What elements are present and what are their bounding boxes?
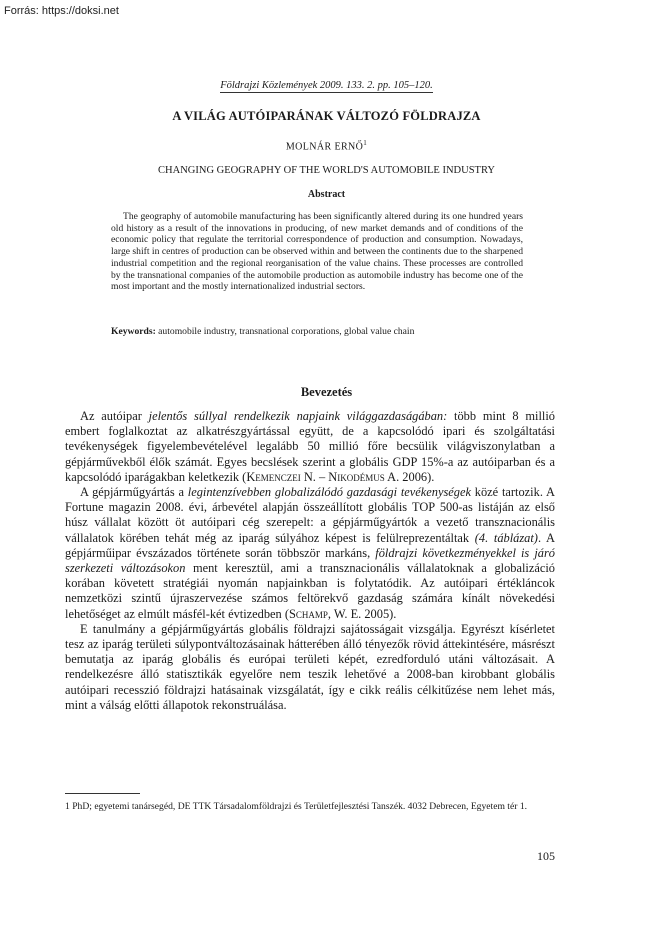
keywords-text: automobile industry, transnational corporations, global value chain bbox=[158, 326, 415, 337]
author-line bbox=[0, 139, 653, 152]
paragraph-2 bbox=[65, 485, 555, 622]
footnote-divider bbox=[65, 793, 140, 794]
english-title: CHANGING GEOGRAPHY OF THE WORLD'S AUTOMOBILE INDUSTRY bbox=[158, 165, 495, 176]
article-title: A VILÁG AUTÓIPARÁNAK VÁLTOZÓ FÖLDRAJZA bbox=[172, 109, 481, 123]
p1-text-a: Az autóipar bbox=[80, 409, 149, 423]
p1-text-c: több mint 8 millió embert foglalkoztat az alkatrészgyártással együtt, de a kapcsolódó ipari és szolgáltatási tevékenységek figyelembevételével legalább 50 millió főre becsülik világviszonylatban a gépjárművekből élők számát. Egyes becslések szerint a globális GDP 15%-a az autóiparban és a kapcsolódó iparágakban keletkezik ( bbox=[65, 409, 555, 484]
p2-emphasis-1: legintenzívebben globalizálódó gazdasági tevékenységek bbox=[187, 485, 471, 500]
p2-emphasis-2: földrajzi következményekkel is járó szerkezeti változásokon bbox=[65, 545, 555, 576]
footnote bbox=[65, 800, 555, 813]
section-heading: Bevezetés bbox=[300, 385, 353, 399]
p2-text-c: közé tartozik. A Fortune magazin 2008. évi, árbevétel alapján összeállított globális TOP 500-as listáján az első húsz vállalat között öt autóipari cég szerepelt: a gépjárműgyártók a vezető transznacionális vállalatok körében tehát még az iparág súlyához képest is felülreprezentáltak bbox=[65, 485, 555, 545]
keywords-label: Keywords: bbox=[111, 326, 156, 337]
abstract-text: The geography of automobile manufacturing has been significantly altered during its one hundred years old history as a result of the innovations in producing, of new market demands and of conditions of the economic policy that regulate the territorial correspondence of production and consumption. Nowadays, large shift in centres of production can be observed within and between the continents due to the sharpened industrial competition and the regional reorganisation of the value chains. These processes are controlled by the transnational companies of the automobile production as automobile industry has become one of the most important and the mostly internationalized industrial sectors. bbox=[111, 211, 523, 293]
p2-text-a: A gépjárműgyártás a bbox=[80, 485, 188, 500]
body-text bbox=[65, 409, 555, 713]
p2-citation-author: Schamp bbox=[288, 606, 328, 621]
page-number: 105 bbox=[537, 849, 555, 863]
source-watermark[interactable]: Forrás: https://doksi.net bbox=[4, 5, 119, 17]
author-footnote-mark: 1 bbox=[363, 139, 368, 147]
p1-text-e: A. 2006). bbox=[384, 469, 435, 484]
abstract-heading: Abstract bbox=[307, 189, 346, 200]
journal-reference bbox=[0, 80, 653, 91]
footnote-text: PhD; egyetemi tanársegéd, DE TTK Társadalomföldrajzi és Területfejlesztési Tanszék. 4032 Debrecen, Egyetem tér 1. bbox=[72, 801, 528, 812]
paragraph-1 bbox=[65, 409, 555, 485]
p2-text-e: . A gépjárműipar évszázados története során többször markáns, bbox=[65, 530, 555, 560]
footnote-mark: 1 bbox=[65, 801, 70, 812]
paragraph-3: E tanulmány a gépjárműgyártás globális földrajzi sajátosságait vizsgálja. Egyrészt kísérletet tesz az iparág területi súlypontváltozásainak hátterében álló tényezők rövid áttekintésére, másrészt bemutatja az iparág globális és európai területi képét, ezredforduló utáni változásait. A rendelkezésre álló statisztikák egyelőre nem teszik lehetővé a 2008-ban kirobbant globális autóipari recesszió földrajzi hatásainak vizsgálatát, így e cikk reális célkitűzése nem lehet más, mint a válság előtti állapotok rekonstruálása. bbox=[65, 621, 555, 712]
p2-table-ref: (4. táblázat) bbox=[474, 530, 538, 545]
p1-citation-authors: Kemenczei N. – Nikodémus bbox=[246, 469, 385, 484]
journal-reference-text: Földrajzi Közlemények 2009. 133. 2. pp. 105–120. bbox=[220, 80, 433, 91]
p2-text-g: ment keresztül, ami a transznacionális vállalatoknak a globalizáció korában követett stratégiái nyomán napjainkban is folytatódik. Az autóipari értékláncok nemzetközi szintű újraszervezése számos feltörekvő gazdaság számára kínált növekedési lehetőséget az elmúlt másfél-két évtizedben ( bbox=[65, 561, 556, 621]
p2-text-i: , W. E. 2005). bbox=[327, 606, 397, 621]
keywords bbox=[111, 326, 531, 337]
author-name: MOLNÁR ERNŐ bbox=[285, 141, 364, 153]
p1-emphasis: jelentős súllyal rendelkezik napjaink világgazdaságában: bbox=[148, 409, 448, 423]
